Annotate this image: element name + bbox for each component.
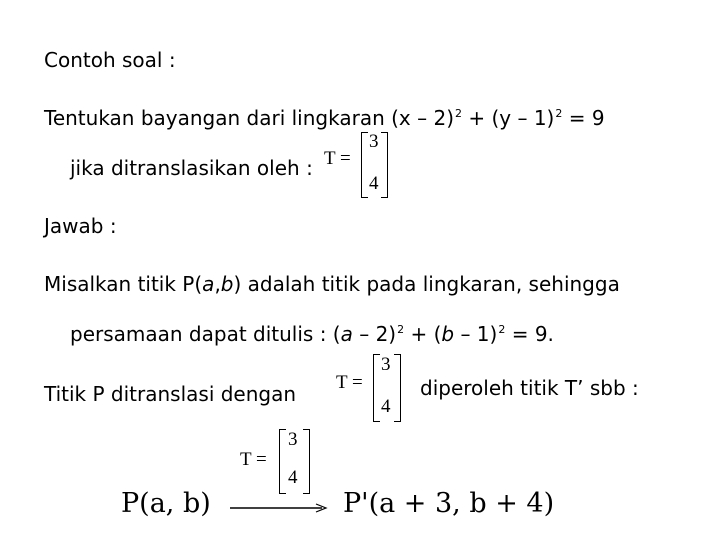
step-2-text-end: = 9. — [505, 322, 554, 346]
matrix-bottom: 4 — [288, 467, 298, 488]
left-bracket — [279, 429, 286, 494]
left-bracket — [361, 132, 368, 198]
matrix-label: T = — [324, 148, 351, 169]
step-2-text: + ( — [404, 322, 442, 346]
step-3-post: diperoleh titik T’ sbb : — [420, 376, 639, 400]
heading: Contoh soal : — [44, 48, 176, 72]
problem-text-3: = 9 — [562, 106, 605, 130]
point-p-image: P'(a + 3, b + 4) — [343, 488, 555, 519]
problem-line-1 — [44, 106, 605, 134]
exponent: 2 — [397, 323, 405, 336]
matrix-top: 3 — [369, 131, 379, 152]
step-2-text: – 2) — [352, 322, 397, 346]
exponent: 2 — [498, 323, 506, 336]
point-p: P(a, b) — [121, 488, 211, 519]
step-2-text: persamaan dapat ditulis : ( — [70, 322, 341, 346]
variable-a: a — [202, 272, 215, 296]
right-bracket — [303, 429, 310, 494]
step-1-text-end: ) adalah titik pada lingkaran, sehingga — [233, 272, 620, 296]
variable-b: b — [441, 322, 455, 346]
matrix-bottom: 4 — [381, 396, 391, 417]
arrow-icon — [228, 502, 332, 514]
step-2-text: – 1) — [454, 322, 498, 346]
matrix-label: T = — [240, 449, 267, 470]
step-2 — [70, 322, 554, 350]
left-bracket — [373, 354, 380, 422]
problem-text-1: Tentukan bayangan dari lingkaran (x – 2) — [44, 106, 454, 130]
step-1-text: Misalkan titik P( — [44, 272, 203, 296]
right-bracket — [394, 354, 401, 422]
comma: , — [214, 272, 221, 296]
step-3-pre: Titik P ditranslasi dengan — [44, 382, 297, 406]
variable-b: b — [220, 272, 234, 296]
right-bracket — [381, 132, 388, 198]
exponent: 2 — [555, 107, 563, 120]
matrix-top: 3 — [381, 354, 391, 375]
exponent: 2 — [455, 107, 462, 120]
problem-text-2: + (y – 1) — [462, 106, 555, 130]
matrix-top: 3 — [288, 429, 298, 450]
step-1 — [44, 272, 620, 296]
problem-line-2: jika ditranslasikan oleh : — [70, 156, 313, 180]
answer-label: Jawab : — [44, 214, 117, 238]
matrix-label: T = — [336, 372, 363, 393]
matrix-bottom: 4 — [369, 173, 379, 194]
variable-a: a — [340, 322, 353, 346]
